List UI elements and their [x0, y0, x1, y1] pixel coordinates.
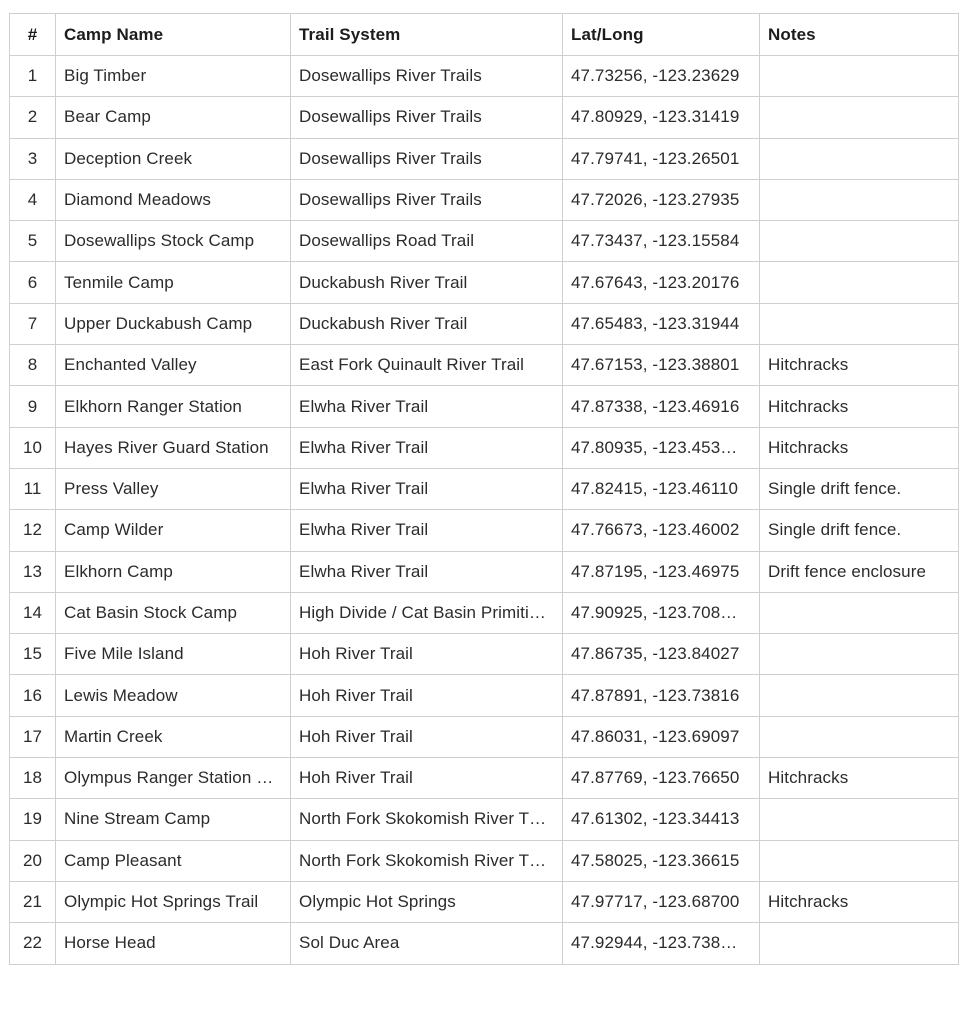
- table-row[interactable]: [10, 923, 959, 964]
- table-row[interactable]: [10, 881, 959, 922]
- cell-lat-long: 47.87891, -123.73816: [563, 675, 760, 716]
- cell-notes: [760, 592, 959, 633]
- cell-camp-name: Upper Duckabush Camp: [56, 303, 291, 344]
- cell-trail-system: Olympic Hot Springs: [291, 881, 563, 922]
- cell-number: 10: [10, 427, 56, 468]
- cell-lat-long: 47.58025, -123.36615: [563, 840, 760, 881]
- cell-trail-system: Elwha River Trail: [291, 427, 563, 468]
- cell-trail-system: Hoh River Trail: [291, 716, 563, 757]
- cell-notes: [760, 923, 959, 964]
- cell-notes: Hitchracks: [760, 758, 959, 799]
- cell-number: 9: [10, 386, 56, 427]
- cell-lat-long: 47.79741, -123.26501: [563, 138, 760, 179]
- table-row[interactable]: [10, 179, 959, 220]
- cell-notes: [760, 799, 959, 840]
- cell-camp-name: Deception Creek: [56, 138, 291, 179]
- cell-trail-system: Duckabush River Trail: [291, 303, 563, 344]
- cell-notes: [760, 221, 959, 262]
- cell-camp-name: Lewis Meadow: [56, 675, 291, 716]
- cell-number: 14: [10, 592, 56, 633]
- cell-camp-name: Enchanted Valley: [56, 345, 291, 386]
- cell-camp-name: Elkhorn Ranger Station: [56, 386, 291, 427]
- cell-number: 3: [10, 138, 56, 179]
- cell-number: 2: [10, 97, 56, 138]
- table-row[interactable]: [10, 758, 959, 799]
- cell-trail-system: Elwha River Trail: [291, 468, 563, 509]
- cell-camp-name: Big Timber: [56, 56, 291, 97]
- cell-camp-name: Cat Basin Stock Camp: [56, 592, 291, 633]
- header-number[interactable]: #: [10, 14, 56, 56]
- cell-number: 17: [10, 716, 56, 757]
- cell-camp-name: Elkhorn Camp: [56, 551, 291, 592]
- table-row[interactable]: [10, 386, 959, 427]
- cell-trail-system: Dosewallips River Trails: [291, 56, 563, 97]
- cell-number: 15: [10, 634, 56, 675]
- cell-lat-long: 47.90925, -123.708…: [563, 592, 760, 633]
- table-row[interactable]: [10, 634, 959, 675]
- cell-number: 8: [10, 345, 56, 386]
- cell-lat-long: 47.92944, -123.738…: [563, 923, 760, 964]
- cell-camp-name: Hayes River Guard Station: [56, 427, 291, 468]
- cell-trail-system: Elwha River Trail: [291, 551, 563, 592]
- cell-trail-system: North Fork Skokomish River T…: [291, 799, 563, 840]
- cell-camp-name: Nine Stream Camp: [56, 799, 291, 840]
- cell-trail-system: Dosewallips River Trails: [291, 97, 563, 138]
- cell-notes: Single drift fence.: [760, 510, 959, 551]
- cell-notes: [760, 97, 959, 138]
- cell-trail-system: Elwha River Trail: [291, 510, 563, 551]
- cell-number: 4: [10, 179, 56, 220]
- cell-lat-long: 47.87195, -123.46975: [563, 551, 760, 592]
- cell-lat-long: 47.97717, -123.68700: [563, 881, 760, 922]
- cell-notes: Hitchracks: [760, 427, 959, 468]
- cell-number: 13: [10, 551, 56, 592]
- cell-trail-system: Dosewallips River Trails: [291, 179, 563, 220]
- header-trail-system[interactable]: Trail System: [291, 14, 563, 56]
- cell-notes: [760, 138, 959, 179]
- table-row[interactable]: [10, 551, 959, 592]
- cell-lat-long: 47.82415, -123.46110: [563, 468, 760, 509]
- header-lat-long[interactable]: Lat/Long: [563, 14, 760, 56]
- cell-notes: [760, 179, 959, 220]
- cell-lat-long: 47.61302, -123.34413: [563, 799, 760, 840]
- cell-camp-name: Horse Head: [56, 923, 291, 964]
- cell-number: 18: [10, 758, 56, 799]
- cell-lat-long: 47.73437, -123.15584: [563, 221, 760, 262]
- header-camp-name[interactable]: Camp Name: [56, 14, 291, 56]
- cell-camp-name: Olympic Hot Springs Trail: [56, 881, 291, 922]
- cell-trail-system: East Fork Quinault River Trail: [291, 345, 563, 386]
- cell-notes: Hitchracks: [760, 345, 959, 386]
- cell-lat-long: 47.76673, -123.46002: [563, 510, 760, 551]
- cell-notes: Hitchracks: [760, 386, 959, 427]
- cell-camp-name: Bear Camp: [56, 97, 291, 138]
- cell-camp-name: Martin Creek: [56, 716, 291, 757]
- cell-trail-system: Hoh River Trail: [291, 634, 563, 675]
- table-row[interactable]: [10, 303, 959, 344]
- cell-notes: [760, 303, 959, 344]
- cell-lat-long: 47.65483, -123.31944: [563, 303, 760, 344]
- cell-trail-system: Elwha River Trail: [291, 386, 563, 427]
- cell-lat-long: 47.87338, -123.46916: [563, 386, 760, 427]
- camps-table-container: [9, 13, 959, 965]
- header-notes[interactable]: Notes: [760, 14, 959, 56]
- cell-camp-name: Tenmile Camp: [56, 262, 291, 303]
- header-row: [10, 14, 959, 56]
- cell-notes: Single drift fence.: [760, 468, 959, 509]
- cell-notes: [760, 716, 959, 757]
- cell-trail-system: Hoh River Trail: [291, 758, 563, 799]
- cell-notes: Hitchracks: [760, 881, 959, 922]
- cell-lat-long: 47.67153, -123.38801: [563, 345, 760, 386]
- cell-lat-long: 47.73256, -123.23629: [563, 56, 760, 97]
- table-row[interactable]: [10, 345, 959, 386]
- cell-number: 12: [10, 510, 56, 551]
- cell-trail-system: North Fork Skokomish River T…: [291, 840, 563, 881]
- cell-trail-system: Duckabush River Trail: [291, 262, 563, 303]
- cell-number: 11: [10, 468, 56, 509]
- cell-lat-long: 47.67643, -123.20176: [563, 262, 760, 303]
- cell-lat-long: 47.80935, -123.453…: [563, 427, 760, 468]
- cell-lat-long: 47.72026, -123.27935: [563, 179, 760, 220]
- cell-trail-system: Hoh River Trail: [291, 675, 563, 716]
- cell-number: 19: [10, 799, 56, 840]
- table-row[interactable]: [10, 56, 959, 97]
- table-row[interactable]: [10, 97, 959, 138]
- cell-number: 1: [10, 56, 56, 97]
- table-row[interactable]: [10, 675, 959, 716]
- table-row[interactable]: [10, 716, 959, 757]
- cell-camp-name: Diamond Meadows: [56, 179, 291, 220]
- camps-table: [9, 13, 959, 965]
- cell-trail-system: Dosewallips River Trails: [291, 138, 563, 179]
- table-row[interactable]: [10, 427, 959, 468]
- cell-number: 21: [10, 881, 56, 922]
- table-row[interactable]: [10, 138, 959, 179]
- cell-trail-system: Sol Duc Area: [291, 923, 563, 964]
- table-row[interactable]: [10, 221, 959, 262]
- cell-number: 7: [10, 303, 56, 344]
- table-row[interactable]: [10, 840, 959, 881]
- table-row[interactable]: [10, 510, 959, 551]
- cell-camp-name: Dosewallips Stock Camp: [56, 221, 291, 262]
- cell-lat-long: 47.80929, -123.31419: [563, 97, 760, 138]
- cell-camp-name: Press Valley: [56, 468, 291, 509]
- cell-notes: [760, 262, 959, 303]
- cell-number: 20: [10, 840, 56, 881]
- table-row[interactable]: [10, 592, 959, 633]
- cell-number: 16: [10, 675, 56, 716]
- cell-number: 6: [10, 262, 56, 303]
- cell-notes: Drift fence enclosure: [760, 551, 959, 592]
- cell-trail-system: Dosewallips Road Trail: [291, 221, 563, 262]
- table-row[interactable]: [10, 468, 959, 509]
- cell-notes: [760, 840, 959, 881]
- cell-camp-name: Camp Pleasant: [56, 840, 291, 881]
- table-row[interactable]: [10, 799, 959, 840]
- table-body: [10, 56, 959, 965]
- cell-notes: [760, 675, 959, 716]
- table-header: [10, 14, 959, 56]
- cell-lat-long: 47.86735, -123.84027: [563, 634, 760, 675]
- cell-number: 22: [10, 923, 56, 964]
- cell-notes: [760, 56, 959, 97]
- cell-number: 5: [10, 221, 56, 262]
- cell-camp-name: Olympus Ranger Station …: [56, 758, 291, 799]
- cell-lat-long: 47.87769, -123.76650: [563, 758, 760, 799]
- cell-lat-long: 47.86031, -123.69097: [563, 716, 760, 757]
- cell-camp-name: Five Mile Island: [56, 634, 291, 675]
- table-row[interactable]: [10, 262, 959, 303]
- cell-camp-name: Camp Wilder: [56, 510, 291, 551]
- cell-trail-system: High Divide / Cat Basin Primiti…: [291, 592, 563, 633]
- cell-notes: [760, 634, 959, 675]
